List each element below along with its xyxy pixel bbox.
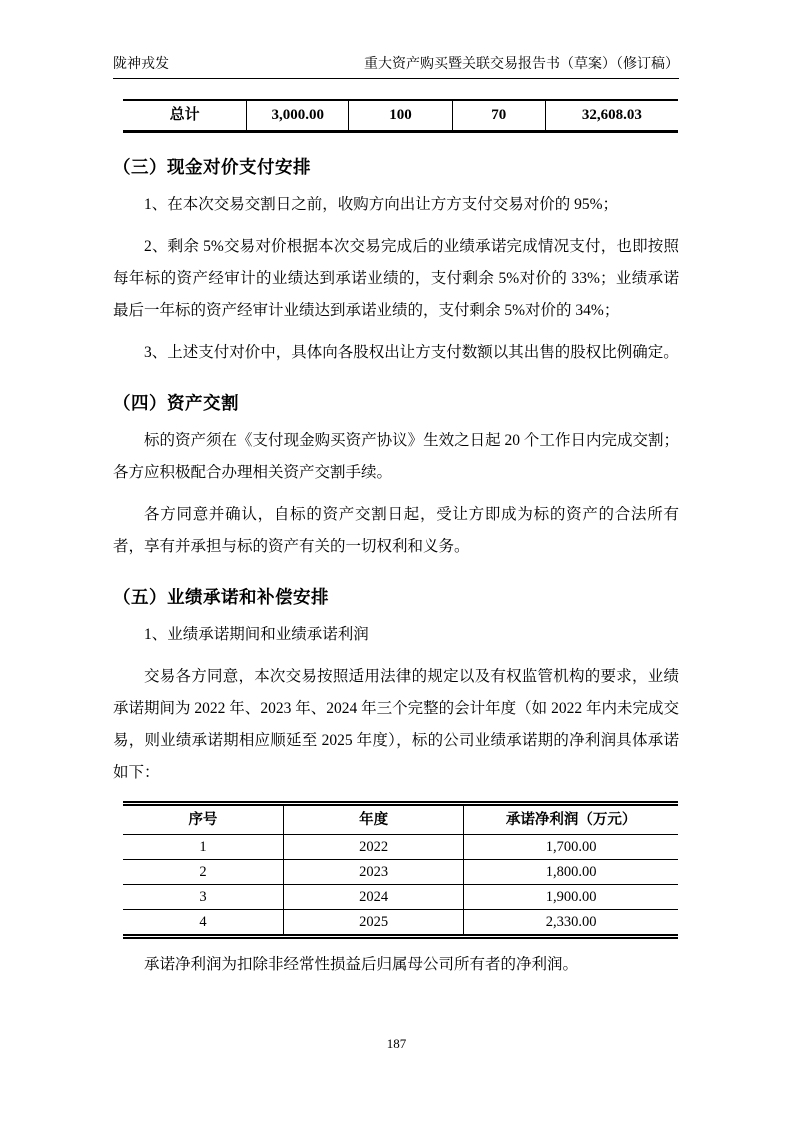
section-heading-performance-commitment: （五）业绩承诺和补偿安排 <box>113 587 329 607</box>
summary-cell-label: 总计 <box>169 107 200 123</box>
paragraph: 各方同意并确认，自标的资产交割日起，受让方即成为标的资产的合法所有者，享有并承担与标的资产有关的一切权利和义务。 <box>113 506 679 555</box>
table-cell: 3 <box>123 885 283 910</box>
paragraph: 3、上述支付对价中，具体向各股权出让方支付数额以其出售的股权比例确定。 <box>144 344 679 361</box>
paragraph: 标的资产须在《支付现金购买资产协议》生效之日起 20 个工作日内完成交割；各方应积极配合办理相关资产交割手续。 <box>113 432 679 481</box>
section-heading-asset-delivery: （四）资产交割 <box>113 393 239 413</box>
table-row <box>123 910 678 937</box>
table-row <box>123 860 678 885</box>
page-number: 187 <box>386 1036 407 1051</box>
summary-cell-value-1: 3,000.00 <box>247 100 349 132</box>
table-cell: 2,330.00 <box>464 910 678 937</box>
table-cell: 2022 <box>283 835 463 860</box>
table-row <box>123 885 678 910</box>
paragraph: 1、在本次交易交割日之前，收购方向出让方方支付交易对价的 95%； <box>144 196 619 213</box>
paragraph: 承诺净利润为扣除非经常性损益后归属母公司所有者的净利润。 <box>144 956 579 973</box>
table-cell: 1 <box>123 835 283 860</box>
section-heading-cash-payment: （三）现金对价支付安排 <box>113 157 311 177</box>
table-cell: 2025 <box>283 910 463 937</box>
paragraph: 交易各方同意，本次交易按照适用法律的规定以及有权监管机构的要求，业绩承诺期间为 2022 年、2023 年、2024 年三个完整的会计年度（如 2022 年内未完成交易，则业绩承诺期相应顺延至 2025 年度），标的公司业绩承诺期的净利润具体承诺如下： <box>113 668 679 781</box>
profit-commitment-table <box>123 801 678 939</box>
summary-total-row <box>123 100 678 132</box>
table-header-row <box>123 804 678 835</box>
summary-cell-value-2: 100 <box>349 100 452 132</box>
column-header-net-profit: 承诺净利润（万元） <box>464 804 678 835</box>
table-row <box>123 835 678 860</box>
column-header-year: 年度 <box>283 804 463 835</box>
sub-item-heading: 1、业绩承诺期间和业绩承诺利润 <box>144 626 369 643</box>
summary-total-table <box>123 99 678 133</box>
table-cell: 2 <box>123 860 283 885</box>
summary-cell-value-3: 70 <box>452 100 545 132</box>
table-cell: 1,700.00 <box>464 835 678 860</box>
header-company-name: 陇神戎发 <box>113 57 169 72</box>
table-cell: 2023 <box>283 860 463 885</box>
paragraph: 2、剩余 5%交易对价根据本次交易完成后的业绩承诺完成情况支付，也即按照每年标的资产经审计的业绩达到承诺业绩的，支付剩余 5%对价的 33%；业绩承诺最后一年标的资产经审计业绩达到承诺业绩的，支付剩余 5%对价的 34%； <box>113 238 679 319</box>
table-cell: 2024 <box>283 885 463 910</box>
column-header-index: 序号 <box>188 812 218 828</box>
document-header <box>113 53 679 79</box>
table-cell: 1,900.00 <box>464 885 678 910</box>
summary-cell-value-4: 32,608.03 <box>545 100 678 132</box>
header-report-title: 重大资产购买暨关联交易报告书（草案）（修订稿） <box>364 57 679 72</box>
table-cell: 4 <box>123 910 283 937</box>
table-cell: 1,800.00 <box>464 860 678 885</box>
